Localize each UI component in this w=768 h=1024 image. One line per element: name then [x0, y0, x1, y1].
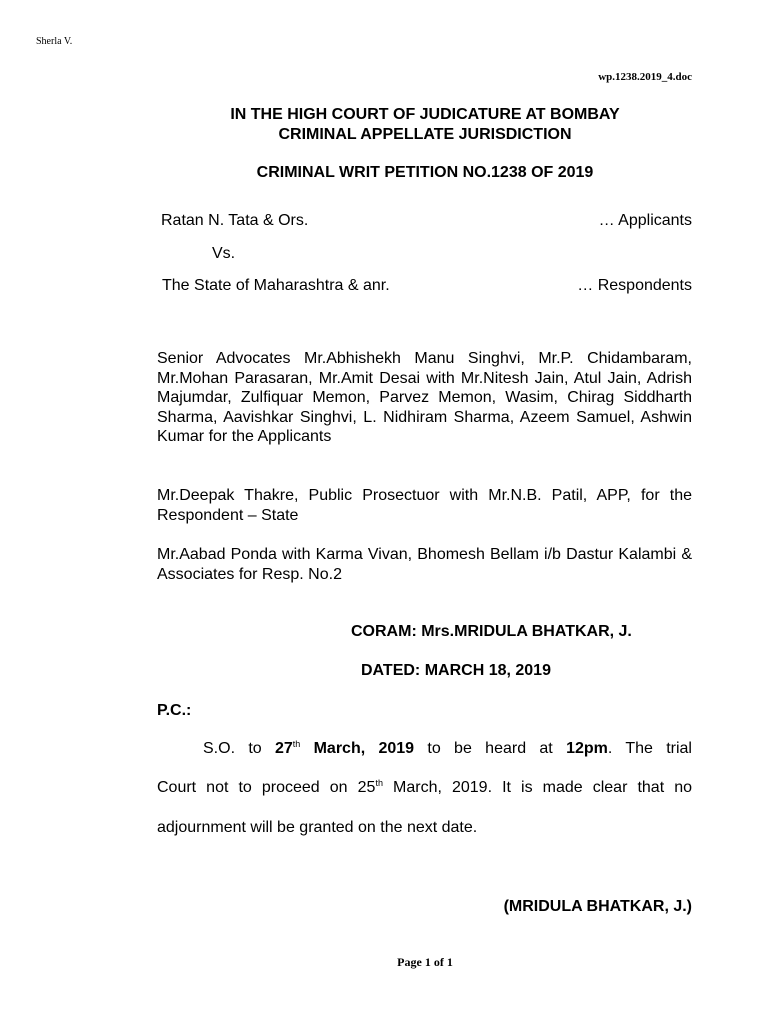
page-number: Page 1 of 1: [397, 955, 453, 969]
order-line-3: adjournment will be granted on the next date.: [157, 819, 478, 836]
advocates-for-respondent-2: Mr.Aabad Ponda with Karma Vivan, Bhomesh Bellam i/b Dastur Kalambi & Associates for Resp. No.2: [157, 546, 692, 583]
judge-signature: (MRIDULA BHATKAR, J.): [503, 898, 692, 915]
jurisdiction: CRIMINAL APPELLATE JURISDICTION: [278, 126, 572, 143]
header-author-name: Sherla V.: [36, 36, 73, 47]
advocates-for-applicants: Senior Advocates Mr.Abhishekh Manu Singhvi, Mr.P. Chidambaram, Mr.Mohan Parasaran, Mr.Amit Desai with Mr.Nitesh Jain, Atul Jain, Adrish Majumdar, Zulfiquar Memon, Parvez Memon, Wasim, Chirag Siddharth Sharma, Aavishkar Singhvi, L. Nidhiram Sharma, Azeem Samuel, Ashwin Kumar for the Applicants: [157, 350, 692, 445]
order-line-2: Court not to proceed on 25th March, 2019. It is made clear that no: [157, 778, 692, 796]
respondent-role: … Respondents: [577, 277, 692, 294]
advocates-for-respondent-state: Mr.Deepak Thakre, Public Prosectuor with Mr.N.B. Patil, APP, for the Respondent – State: [157, 487, 692, 524]
applicant-name: Ratan N. Tata & Ors.: [161, 212, 309, 229]
dated-line: DATED: MARCH 18, 2019: [361, 662, 551, 679]
order-line-1: S.O. to 27th March, 2019 to be heard at 12pm. The trial: [203, 739, 692, 757]
pc-label: P.C.:: [157, 702, 192, 719]
document-reference: wp.1238.2019_4.doc: [598, 71, 692, 83]
petition-title: CRIMINAL WRIT PETITION NO.1238 OF 2019: [256, 164, 594, 181]
court-name: IN THE HIGH COURT OF JUDICATURE AT BOMBAY: [230, 106, 620, 123]
applicant-role: … Applicants: [598, 212, 692, 229]
respondent-name: The State of Maharashtra & anr.: [162, 277, 390, 294]
coram-line: CORAM: Mrs.MRIDULA BHATKAR, J.: [351, 623, 632, 640]
versus-label: Vs.: [212, 245, 236, 262]
